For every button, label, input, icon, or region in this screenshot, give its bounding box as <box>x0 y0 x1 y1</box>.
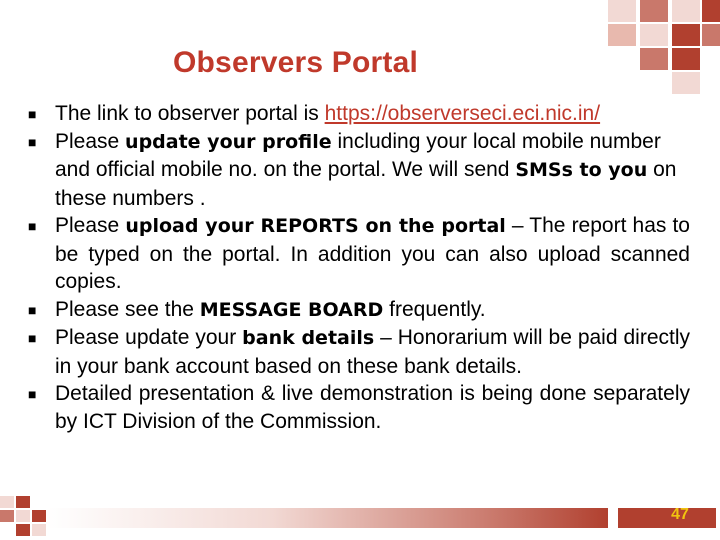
bullet-text-bold: bank details <box>242 327 375 349</box>
bullet-text-bold: update your profile <box>125 130 332 153</box>
bullet-marker: ■ <box>28 133 37 150</box>
slide-title: Observers Portal <box>173 46 418 80</box>
bullet-marker: ■ <box>28 106 37 122</box>
bullet-text: including your local mobile number and official mobile no. on the portal. We will send <box>55 129 661 181</box>
bullet-marker: ■ <box>28 218 37 234</box>
bullet-text: Please <box>55 214 126 237</box>
bullet-item <box>28 100 690 128</box>
bullet-text-bold: SMSs to you <box>515 159 648 181</box>
bullet-text: – Honorarium will be paid directly in your bank account based on these bank details. <box>55 326 690 378</box>
bullet-item <box>28 324 690 380</box>
bullet-text: Please <box>55 129 126 153</box>
bullet-item <box>28 212 690 296</box>
bullet-text: frequently. <box>383 297 486 321</box>
bullet-text: Please see the <box>55 297 200 321</box>
bullet-text-bold: upload your REPORTS on the portal <box>125 215 506 237</box>
footer-bar <box>48 508 608 528</box>
bullet-text: The link to observer portal is <box>55 102 325 125</box>
bullet-marker: ■ <box>28 330 37 346</box>
bullet-text: – The report has to be typed on the portal. In addition you can also upload scanned copies. <box>55 214 690 293</box>
bullet-marker: ■ <box>28 386 37 402</box>
bullet-marker: ■ <box>28 301 37 318</box>
page-number: 47 <box>671 506 689 523</box>
bullet-item <box>28 296 690 325</box>
portal-link[interactable]: https://observerseci.eci.nic.in/ <box>324 102 601 125</box>
bullet-text: Detailed presentation & live demonstration is being done separately by ICT Division of the Commission. <box>55 382 690 433</box>
bullet-text: Please update your <box>55 326 243 349</box>
bullet-text: on these numbers . <box>55 158 677 210</box>
bullet-text-bold: MESSAGE BOARD <box>199 298 384 321</box>
bullet-item <box>28 128 690 213</box>
bullet-item <box>28 380 690 435</box>
bullet-list <box>28 100 690 435</box>
